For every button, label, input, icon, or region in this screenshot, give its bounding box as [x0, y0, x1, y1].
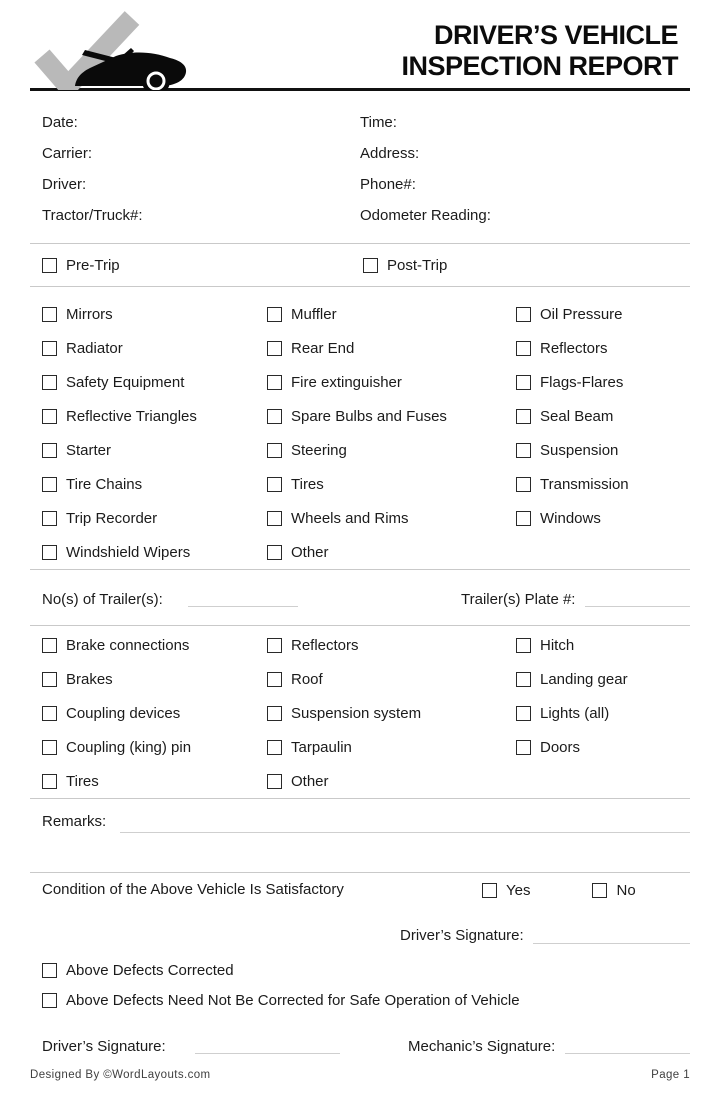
checklist-item[interactable] [267, 399, 516, 433]
trailer-checklist [0, 626, 720, 798]
checklist-item[interactable] [42, 467, 267, 501]
checklist-item-label: Radiator [66, 339, 123, 357]
checklist-item-label: Reflective Triangles [66, 407, 197, 425]
info-field[interactable] [360, 200, 690, 231]
checklist-item-label: Roof [291, 670, 323, 688]
checkbox-icon[interactable] [267, 545, 282, 560]
checklist-item-label: Doors [540, 738, 581, 756]
checkbox-icon[interactable] [42, 443, 57, 458]
checklist-item[interactable] [42, 730, 267, 764]
info-field[interactable] [42, 169, 360, 200]
checkbox-icon[interactable] [42, 409, 57, 424]
checklist-item[interactable] [267, 297, 516, 331]
checklist-item[interactable] [516, 433, 690, 467]
checkbox-icon[interactable] [267, 477, 282, 492]
checkbox-icon[interactable] [42, 706, 57, 721]
trip-checkbox-item[interactable] [363, 248, 720, 282]
info-field[interactable] [360, 138, 690, 169]
trip-type-row [0, 244, 720, 286]
checkbox-icon[interactable] [516, 477, 531, 492]
info-field[interactable] [360, 169, 690, 200]
checkbox-icon[interactable] [267, 341, 282, 356]
checkbox-icon[interactable] [267, 409, 282, 424]
checkbox-icon[interactable] [42, 963, 57, 978]
checklist-item[interactable] [267, 467, 516, 501]
condition-label: Condition of the Above Vehicle Is Satisfactory [42, 881, 344, 898]
checklist-item[interactable] [42, 628, 267, 662]
trailer-info-row [0, 570, 720, 625]
checkbox-icon[interactable] [42, 993, 57, 1008]
condition-option-label: No [616, 881, 636, 899]
checkbox-icon[interactable] [516, 443, 531, 458]
checkbox-icon[interactable] [267, 774, 282, 789]
checklist-item[interactable] [42, 399, 267, 433]
checklist-item-label: Steering [291, 441, 347, 459]
checkbox-icon[interactable] [267, 307, 282, 322]
checkbox-icon[interactable] [42, 477, 57, 492]
checklist-item-label: Tires [291, 475, 324, 493]
condition-row [0, 873, 720, 917]
checklist-item-label: Seal Beam [540, 407, 614, 425]
driver-signature-label: Driver’s Signature: [42, 1038, 166, 1055]
trip-checkbox-item[interactable] [42, 248, 363, 282]
checkbox-icon[interactable] [42, 258, 57, 273]
checkbox-icon[interactable] [516, 409, 531, 424]
footer [30, 1069, 690, 1081]
info-field-label: Tractor/Truck#: [42, 207, 143, 224]
checklist-item[interactable] [42, 696, 267, 730]
defects-options [0, 955, 720, 1015]
checklist-item[interactable] [516, 467, 690, 501]
condition-checkbox-item[interactable] [482, 881, 530, 899]
driver-signature-mid-row [0, 917, 720, 955]
trailer-plate-label: Trailer(s) Plate #: [461, 591, 576, 608]
checklist-item-label: Windows [540, 509, 601, 527]
page-number: Page 1 [651, 1069, 690, 1081]
checklist-item[interactable] [267, 365, 516, 399]
info-field[interactable] [42, 138, 360, 169]
checklist-item[interactable] [516, 628, 690, 662]
driver-signature-mid-line[interactable] [533, 929, 690, 944]
defects-option-label: Above Defects Corrected [66, 961, 234, 979]
checkbox-icon[interactable] [516, 706, 531, 721]
checkbox-icon[interactable] [516, 638, 531, 653]
driver-signature-mid-label: Driver’s Signature: [400, 927, 524, 944]
checklist-item-label: Muffler [291, 305, 337, 323]
designed-by-credit: Designed By ©WordLayouts.com [30, 1069, 211, 1081]
checkbox-icon[interactable] [267, 706, 282, 721]
checklist-item[interactable] [267, 730, 516, 764]
checklist-item[interactable] [267, 331, 516, 365]
page-title-line1: DRIVER’S VEHICLE [433, 20, 678, 50]
info-field-label: Date: [42, 114, 78, 131]
info-field-label: Odometer Reading: [360, 207, 491, 224]
checklist-item-label: Suspension system [291, 704, 422, 722]
checklist-item-label: Rear End [291, 339, 355, 357]
checklist-item[interactable] [267, 535, 516, 569]
checkbox-icon[interactable] [42, 307, 57, 322]
checklist-item-label: Transmission [540, 475, 629, 493]
checklist-item-label: Coupling devices [66, 704, 181, 722]
checklist-item-label: Brakes [66, 670, 113, 688]
checklist-item[interactable] [42, 662, 267, 696]
checklist-item[interactable] [42, 365, 267, 399]
checklist-item-label: Reflectors [291, 636, 359, 654]
checklist-item[interactable] [516, 696, 690, 730]
page-title [401, 20, 678, 82]
trailers-count-label: No(s) of Trailer(s): [42, 591, 163, 608]
defects-checkbox-item[interactable] [42, 955, 720, 985]
checklist-item-label: Windshield Wipers [66, 543, 191, 561]
checklist-item[interactable] [267, 501, 516, 535]
checkbox-icon[interactable] [267, 740, 282, 755]
condition-option-label: Yes [506, 881, 531, 899]
checklist-item[interactable] [516, 501, 690, 535]
checkbox-icon[interactable] [592, 883, 607, 898]
defects-checkbox-item[interactable] [42, 985, 720, 1015]
checkbox-icon[interactable] [267, 375, 282, 390]
checkbox-icon[interactable] [42, 774, 57, 789]
checkbox-icon[interactable] [42, 740, 57, 755]
checklist-item[interactable] [516, 365, 690, 399]
trailers-count-input-line[interactable] [188, 592, 298, 607]
trip-option-label: Post-Trip [387, 256, 448, 274]
checklist-item-label: Wheels and Rims [291, 509, 409, 527]
checklist-item-label: Safety Equipment [66, 373, 185, 391]
checklist-item-label: Coupling (king) pin [66, 738, 192, 756]
checklist-item-label: Starter [66, 441, 112, 459]
checklist-item-label: Suspension [540, 441, 619, 459]
checkbox-icon[interactable] [42, 638, 57, 653]
checkbox-icon[interactable] [516, 307, 531, 322]
checkbox-icon[interactable] [482, 883, 497, 898]
checkbox-icon[interactable] [516, 672, 531, 687]
info-field[interactable] [42, 107, 360, 138]
checkbox-icon[interactable] [42, 341, 57, 356]
checklist-item-label: Hitch [540, 636, 575, 654]
remarks-row [0, 799, 720, 872]
checklist-item[interactable] [42, 535, 267, 569]
checklist-item[interactable] [267, 628, 516, 662]
checklist-item[interactable] [42, 297, 267, 331]
info-field-label: Time: [360, 114, 397, 131]
condition-checkbox-item[interactable] [592, 881, 635, 899]
checklist-item[interactable] [267, 662, 516, 696]
checklist-item[interactable] [516, 662, 690, 696]
checklist-item-label: Other [291, 772, 329, 790]
checklist-item-label: Landing gear [540, 670, 628, 688]
checklist-item-label: Brake connections [66, 636, 190, 654]
header [30, 0, 690, 91]
checklist-item-label: Flags-Flares [540, 373, 624, 391]
checklist-item-label: Tarpaulin [291, 738, 352, 756]
info-field-label: Carrier: [42, 145, 93, 162]
checklist-item[interactable] [516, 297, 690, 331]
mechanic-signature-line[interactable] [565, 1039, 690, 1054]
info-field[interactable] [42, 200, 360, 231]
info-field-label: Driver: [42, 176, 87, 193]
checkbox-icon[interactable] [267, 638, 282, 653]
checklist-item[interactable] [267, 764, 516, 798]
info-fields [0, 91, 720, 243]
remarks-input-line[interactable] [120, 818, 690, 833]
checklist-item-label: Fire extinguisher [291, 373, 402, 391]
checkbox-icon[interactable] [516, 740, 531, 755]
condition-options [482, 881, 636, 899]
checklist-item[interactable] [42, 433, 267, 467]
trailer-plate-input-line[interactable] [585, 592, 690, 607]
checklist-item-label: Mirrors [66, 305, 113, 323]
checkmark-car-logo [30, 8, 190, 90]
checkbox-icon[interactable] [267, 511, 282, 526]
checkbox-icon[interactable] [516, 511, 531, 526]
checklist-item[interactable] [42, 331, 267, 365]
checklist-item[interactable] [267, 696, 516, 730]
checkbox-icon[interactable] [42, 672, 57, 687]
info-field-label: Phone#: [360, 176, 416, 193]
mechanic-signature-label: Mechanic’s Signature: [408, 1038, 556, 1055]
bottom-signatures-row [0, 1015, 720, 1059]
remarks-label: Remarks: [42, 813, 107, 830]
checkbox-icon[interactable] [363, 258, 378, 273]
checklist-item-label: Oil Pressure [540, 305, 623, 323]
info-field[interactable] [360, 107, 690, 138]
checklist-item[interactable] [267, 433, 516, 467]
checkbox-icon[interactable] [267, 443, 282, 458]
info-field-label: Address: [360, 145, 420, 162]
checklist-item-label: Lights (all) [540, 704, 610, 722]
checkbox-icon[interactable] [516, 375, 531, 390]
checklist-item-label: Spare Bulbs and Fuses [291, 407, 447, 425]
checklist-item-label: Trip Recorder [66, 509, 158, 527]
driver-signature-line[interactable] [195, 1039, 340, 1054]
checklist-item-label: Other [291, 543, 329, 561]
checklist-item[interactable] [516, 331, 690, 365]
checklist-item[interactable] [42, 501, 267, 535]
checklist-item-label: Tires [66, 772, 99, 790]
checklist-item-label: Tire Chains [66, 475, 143, 493]
checkbox-icon[interactable] [42, 545, 57, 560]
trip-option-label: Pre-Trip [66, 256, 120, 274]
page-title-line2: INSPECTION REPORT [401, 51, 678, 81]
checklist-item[interactable] [516, 730, 690, 764]
checkbox-icon[interactable] [42, 511, 57, 526]
checklist-item-label: Reflectors [540, 339, 608, 357]
vehicle-checklist [0, 287, 720, 569]
checklist-item[interactable] [516, 399, 690, 433]
checkbox-icon[interactable] [267, 672, 282, 687]
checkbox-icon[interactable] [42, 375, 57, 390]
checklist-item[interactable] [42, 764, 267, 798]
checkbox-icon[interactable] [516, 341, 531, 356]
defects-option-label: Above Defects Need Not Be Corrected for Safe Operation of Vehicle [66, 991, 520, 1009]
